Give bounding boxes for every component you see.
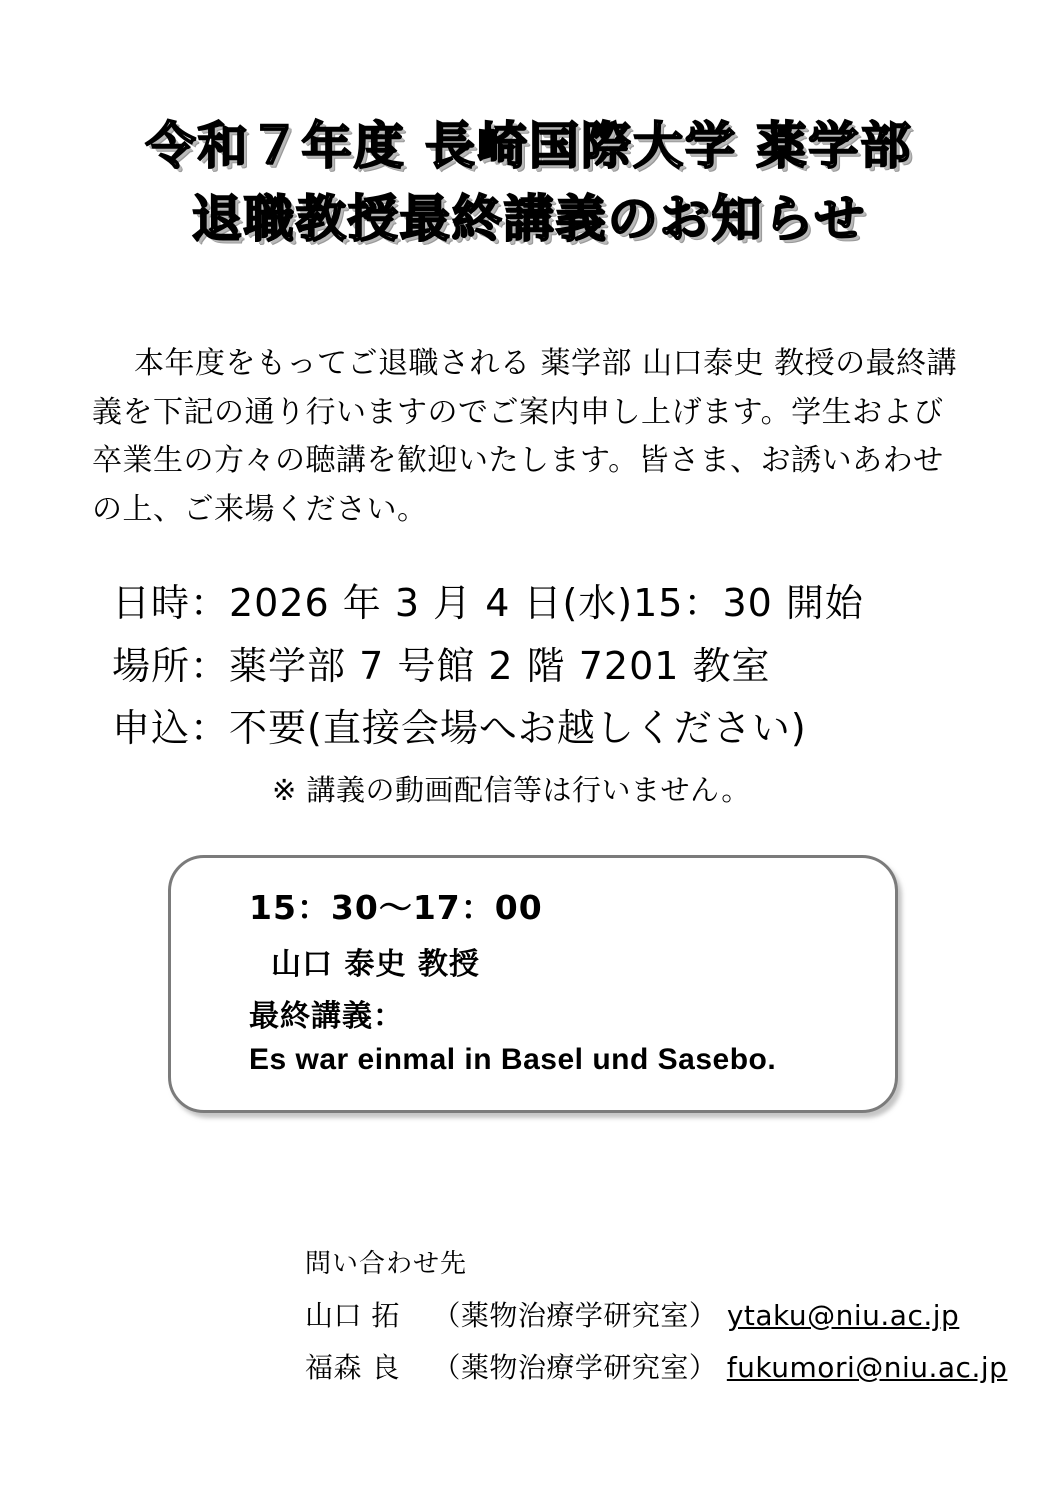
program-time: 15：30～17：00 (249, 888, 543, 927)
contact-row (305, 1346, 1025, 1386)
detail-place: 場所：薬学部 7 号館 2 階 7201 教室 (112, 643, 771, 688)
program-speaker: 山口 泰史 教授 (271, 947, 480, 982)
program-subject: Es war einmal in Basel und Sasebo. (249, 1043, 777, 1076)
contact-name: 福森 良 (305, 1351, 400, 1384)
poster-title (0, 110, 1058, 255)
title-line-1: 令和７年度 長崎国際大学 薬学部 (145, 117, 913, 175)
contact-heading: 問い合わせ先 (305, 1249, 468, 1279)
detail-note: ※ 講義の動画配信等は行いません。 (272, 773, 751, 808)
program-box (168, 855, 898, 1113)
title-line-2: 退職教授最終講義のお知らせ (191, 189, 867, 248)
detail-datetime: 日時：2026 年 3 月 4 日(水)15：30 開始 (112, 581, 864, 625)
contact-row (305, 1294, 1025, 1334)
contact-lab: （薬物治療学研究室） (432, 1351, 718, 1384)
detail-application: 申込：不要(直接会場へお越しください) (112, 706, 807, 751)
contact-name: 山口 拓 (305, 1299, 400, 1332)
contact-block (305, 1243, 1025, 1398)
event-details (112, 572, 1012, 809)
intro-paragraph: 本年度をもってご退職される 薬学部 山口泰史 教授の最終講義を下記の通り行いますのでご案内申し上げます。学生および卒業生の方々の聴講を歓迎いたします。皆さま、お誘いあわせの上、ご来場ください。 (92, 346, 958, 527)
contact-email-link[interactable]: ytaku@niu.ac.jp (726, 1299, 960, 1332)
program-label: 最終講義： (249, 999, 404, 1034)
contact-email-link[interactable]: fukumori@niu.ac.jp (726, 1351, 1008, 1384)
contact-lab: （薬物治療学研究室） (432, 1299, 718, 1332)
